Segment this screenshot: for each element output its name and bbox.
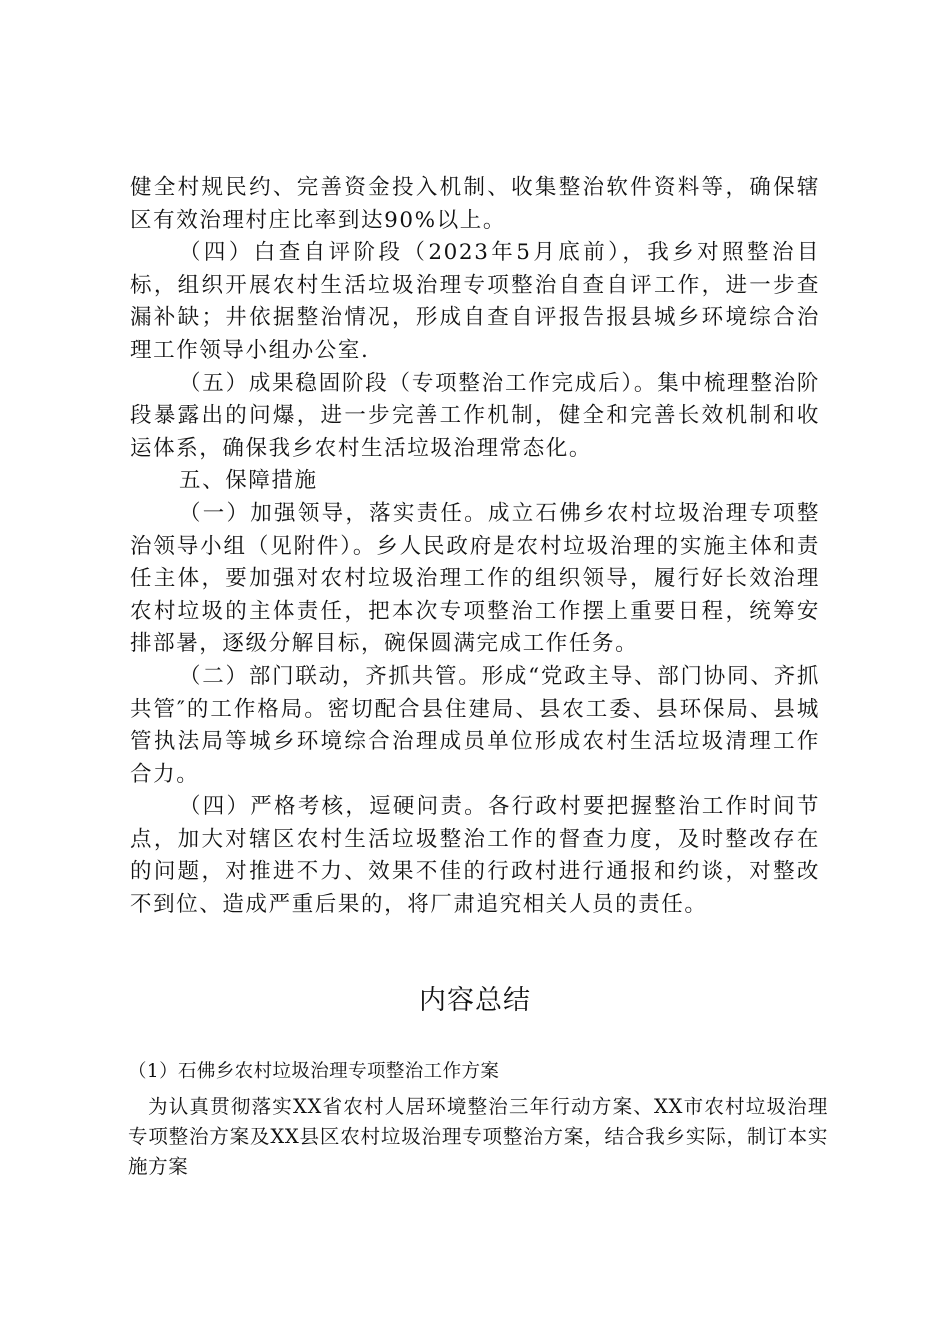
paragraph-continuation: 健全村规民约、完善资金投入机制、收集整治软件资料等，确保辖区有效治理村庄比率到达90%以上。 xyxy=(130,175,820,233)
paragraph-leadership: （一）加强领导，落实责任。成立石佛乡农村垃圾治理专项整治领导小组（见附件）。乡人民政府是农村垃圾治理的实施主体和责任主体，要加强对农村垃圾治理工作的组织领导，履行好长效治理农村垃圾的主体责任，把本次专项整治工作摆上重要日程，统筹安排部暑，逐级分解目标，碗保圆满完成工作任务。 xyxy=(130,500,820,657)
document-body xyxy=(130,172,820,922)
summary-title: 内容总结 xyxy=(419,985,531,1016)
paragraph-consolidation-stage: （五）成果稳固阶段（专项整治工作完成后）。集中梳理整治阶段暴露出的问爆，进一步完善工作机制，健全和完善长效机制和收运体系，确保我乡农村生活垃圾治理常态化。 xyxy=(130,370,820,461)
section-heading-safeguards: 五、保障措施 xyxy=(179,468,318,494)
paragraph-department-linkage: （二）部门联动，齐抓共管。形成“党政主导、部门协同、齐抓共管″的工作格局。密切配合县住建局、县农工委、县环保局、县城管执法局等城乡环境综合治理成员单位形成农村生活垃圾清理工作合力。 xyxy=(130,663,820,787)
summary-section xyxy=(128,1057,828,1182)
paragraph-assessment: （四）严格考核，逗硬问责。各行政村要把握整治工作时间节点，加大对辖区农村生活垃圾整治工作的督查力度，及时整改存在的问题，对推进不力、效果不佳的行政村进行通报和约谈，对整改不到位、造成严重后果的，将厂肃追究相关人员的责任。 xyxy=(130,794,820,918)
summary-text: 为认真贯彻落实XX省农村人居环境整治三年行动方案、XX市农村垃圾治理专项整治方案及XX县区农村垃圾治理专项整治方案，结合我乡实际，制订本实施方案 xyxy=(128,1095,828,1178)
paragraph-self-check-stage: （四）白查自评阶段（2023年5月底前），我乡对照整治目标，组织开展农村生活垃圾治理专项整治自查自评工作，进一步查漏补缺；井依据整治情况，形成自查自评报告报县城乡环境综合治理工作领导小组办公室. xyxy=(130,240,820,363)
summary-subtitle: （1）石佛乡农村垃圾治理专项整治工作方案 xyxy=(128,1061,500,1082)
